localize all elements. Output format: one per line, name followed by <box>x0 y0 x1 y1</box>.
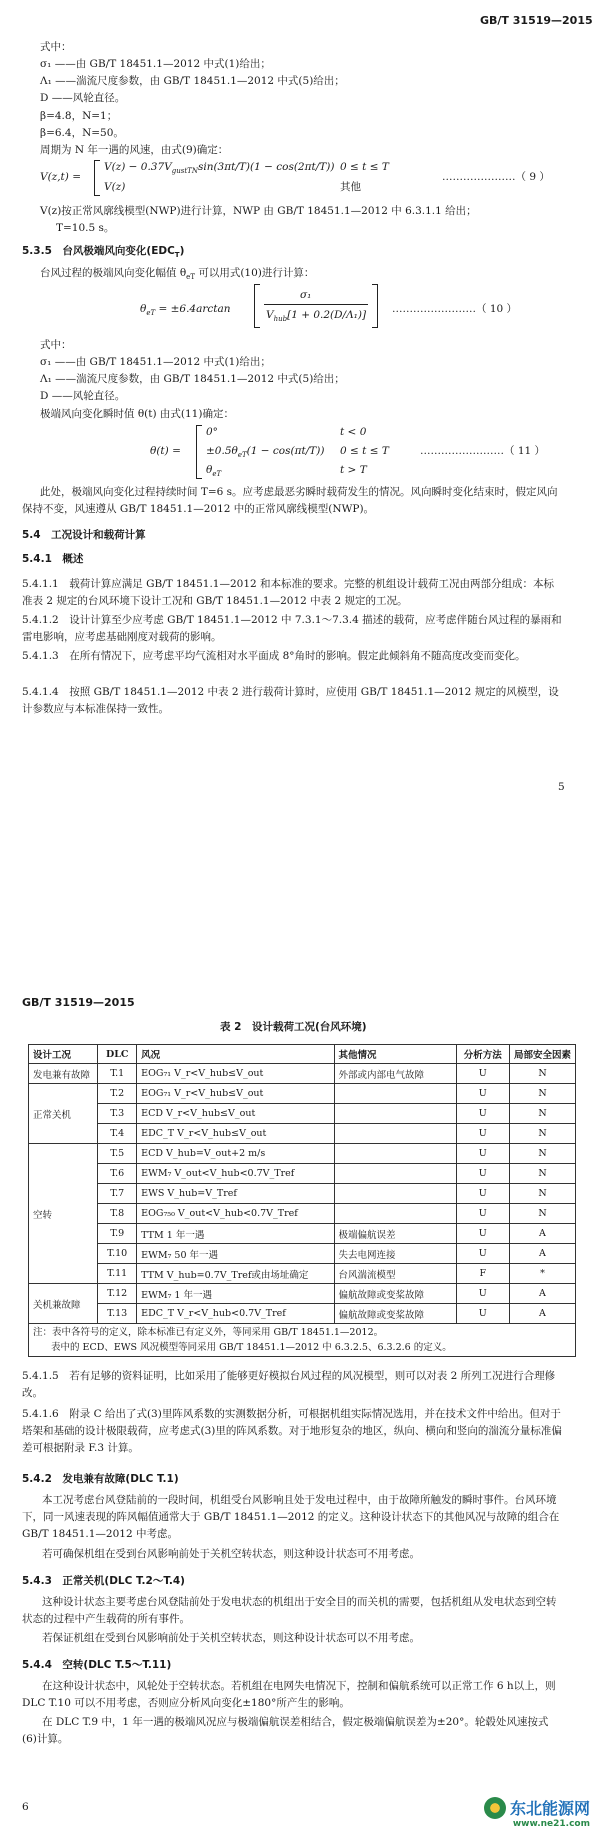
cell-other <box>334 1124 456 1144</box>
cell-psf: N <box>509 1124 575 1144</box>
beta-line: β=4.8，N=1； <box>40 110 118 122</box>
page-number: 6 <box>22 1801 29 1813</box>
period-line: 周期为 N 年一遇的风速，由式(9)确定： <box>40 144 229 156</box>
cell-design-condition: 空转 <box>29 1144 98 1284</box>
paragraph: 本工况考虑台风登陆前的一段时间，机组受台风影响且处于发电过程中，由于故障所触发的瞬时事件。台风环境下，同一风速表现的阵风幅值通常大于 GB/T 18451.1—2012 的定义。这种设计状态下的其他风况与故障的组合在 GB/T 18451.1—2012 中考虑。 <box>22 1494 560 1540</box>
eq11-row: 0° <box>206 426 218 438</box>
section-5-4-4-title: 5.4.4 空转(DLC T.5～T.11) <box>22 1659 172 1671</box>
eq10-bracket-left <box>254 284 260 328</box>
cell-other <box>334 1164 456 1184</box>
eq10-number: ……………………（ 10 ） <box>392 303 518 315</box>
standard-header: GB/T 31519—2015 <box>22 996 135 1009</box>
definition-line: D ——风轮直径。 <box>40 390 126 402</box>
eq11-condition: t > T <box>340 464 367 476</box>
table-note-row <box>29 1324 576 1357</box>
paragraph: 这种设计状态主要考虑台风登陆前处于发电状态的机组出于安全目的而关机的需要，包括机组从发电状态到空转状态的过程中产生载荷的所有事件。 <box>22 1596 557 1625</box>
cell-dlc: T.2 <box>98 1084 137 1104</box>
where-label: 式中： <box>40 41 72 53</box>
cell-dlc: T.6 <box>98 1164 137 1184</box>
paragraph: 在这种设计状态中，风轮处于空转状态。若机组在电网失电情况下，控制和偏航系统可以正常工作 6 h以上，则 DLC T.10 可以不用考虑，否则应分析风向变化±180°所产生的影响。 <box>22 1680 556 1709</box>
table-row <box>29 1224 576 1244</box>
page-5 <box>0 0 600 820</box>
eq9-row2: V(z) <box>104 181 126 193</box>
cell-wind: ECD V_hub=V_out+2 m/s <box>137 1144 334 1164</box>
table-row <box>29 1084 576 1104</box>
cell-other: 偏航故障或变桨故障 <box>334 1304 456 1324</box>
cell-wind: EDC_T V_r<V_hub<0.7V_Tref <box>137 1304 334 1324</box>
cell-psf: N <box>509 1184 575 1204</box>
cell-dlc: T.8 <box>98 1204 137 1224</box>
cell-psf: N <box>509 1144 575 1164</box>
paragraph: 若保证机组在受到台风影响前处于关机空转状态，则这种设计状态可以不用考虑。 <box>42 1632 420 1644</box>
eq10-numerator: σ₁ <box>300 289 312 301</box>
cell-wind: ECD V_r<V_hub≤V_out <box>137 1104 334 1124</box>
cell-other <box>334 1084 456 1104</box>
cell-wind: EOG₇₁ V_r<V_hub≤V_out <box>137 1064 334 1084</box>
table-row <box>29 1104 576 1124</box>
table-header: 其他情况 <box>334 1045 456 1064</box>
watermark <box>484 1796 590 1829</box>
section-5-4-1-title: 5.4.1 概述 <box>22 553 84 565</box>
table-row <box>29 1264 576 1284</box>
table-row <box>29 1244 576 1264</box>
table-row <box>29 1204 576 1224</box>
eq9-number: …………………（ 9 ） <box>442 171 550 183</box>
cell-other: 极端偏航误差 <box>334 1224 456 1244</box>
cell-psf: N <box>509 1164 575 1184</box>
cell-method: U <box>456 1084 509 1104</box>
clause-5-4-1-2: 5.4.1.2 设计计算至少应考虑 GB/T 18451.1—2012 中 7.3.1～7.3.4 描述的载荷，应考虑伴随台风过程的暴雨和雷电影响，应考虑基础刚度对载荷的影响。 <box>22 614 562 643</box>
eq10-lhs: $\theta_{eT} = \pm 6.4\arctan$ <box>140 303 231 318</box>
cell-method: U <box>456 1184 509 1204</box>
cell-psf: * <box>509 1264 575 1284</box>
eq11-brace <box>196 425 202 479</box>
cell-other <box>334 1204 456 1224</box>
section-5-3-5-intro: 台风过程的极端风向变化幅值 $\theta_{eT}$ 可以用式(10)进行计算： <box>40 267 315 282</box>
cell-method: U <box>456 1224 509 1244</box>
section-5-4-2-title: 5.4.2 发电兼有故障(DLC T.1) <box>22 1473 179 1485</box>
cell-other <box>334 1104 456 1124</box>
cell-other: 失去电网连接 <box>334 1244 456 1264</box>
eq9-row1: $V(z) - 0.37V_{gustTN}\sin(3\pi t/T)(1 - \cos(2\pi t/T))$ <box>104 161 335 176</box>
cell-wind: TTM V_hub=0.7V_Tref或由场址确定 <box>137 1264 334 1284</box>
t-line: T=10.5 s。 <box>56 222 115 234</box>
section-5-4-3-title: 5.4.3 正常关机(DLC T.2～T.4) <box>22 1575 185 1587</box>
eq11-row: $\theta_{eT}$ <box>206 464 222 479</box>
table-header: 局部安全因素 <box>509 1045 575 1064</box>
table-note-line: 注：表中各符号的定义，除本标准已有定义外，等同采用 GB/T 18451.1—2012。 <box>33 1327 384 1338</box>
page-6 <box>0 960 600 1837</box>
eq9-row2-condition: 其他 <box>340 181 361 193</box>
definition-line: Λ₁ ——湍流尺度参数，由 GB/T 18451.1—2012 中式(5)给出； <box>40 75 345 87</box>
clause-5-4-1-5: 5.4.1.5 若有足够的资料证明，比如采用了能够更好模拟台风过程的风况模型，则可以对表 2 所列工况进行合理修改。 <box>22 1370 556 1399</box>
cell-method: U <box>456 1064 509 1084</box>
table-row <box>29 1164 576 1184</box>
page-number: 5 <box>558 781 565 793</box>
table-title: 表 2 设计载荷工况(台风环境) <box>220 1021 367 1033</box>
definition-line: Λ₁ ——湍流尺度参数，由 GB/T 18451.1—2012 中式(5)给出； <box>40 373 345 385</box>
watermark-title: 东北能源网 <box>509 1799 590 1818</box>
cell-method: F <box>456 1264 509 1284</box>
cell-other: 偏航故障或变桨故障 <box>334 1284 456 1304</box>
watermark-logo-icon <box>484 1797 506 1819</box>
cell-psf: N <box>509 1104 575 1124</box>
table-row <box>29 1304 576 1324</box>
cell-psf: N <box>509 1064 575 1084</box>
cell-psf: A <box>509 1304 575 1324</box>
cell-dlc: T.7 <box>98 1184 137 1204</box>
cell-design-condition: 关机兼故障 <box>29 1284 98 1324</box>
cell-dlc: T.11 <box>98 1264 137 1284</box>
table-note <box>29 1324 576 1357</box>
eq10-fraction-line <box>264 304 368 305</box>
cell-psf: A <box>509 1244 575 1264</box>
eq11-condition: 0 ≤ t ≤ T <box>340 445 389 457</box>
cell-wind: EWM₇ V_out<V_hub<0.7V_Tref <box>137 1164 334 1184</box>
cell-other: 台风湍流模型 <box>334 1264 456 1284</box>
cell-method: U <box>456 1164 509 1184</box>
table-row <box>29 1184 576 1204</box>
cell-dlc: T.5 <box>98 1144 137 1164</box>
beta-line: β=6.4，N=50。 <box>40 127 124 139</box>
eq9-row1-condition: 0 ≤ t ≤ T <box>340 161 389 173</box>
cell-psf: A <box>509 1284 575 1304</box>
paragraph: 在 DLC T.9 中，1 年一遇的极端风况应与极端偏航误差相结合，假定极端偏航误差为±20°。轮毂处风速按式(6)计算。 <box>22 1716 549 1745</box>
eq10-bracket-right <box>372 284 378 328</box>
cell-method: U <box>456 1124 509 1144</box>
table-row <box>29 1144 576 1164</box>
cell-dlc: T.3 <box>98 1104 137 1124</box>
cell-psf: N <box>509 1204 575 1224</box>
table-header: 设计工况 <box>29 1045 98 1064</box>
cell-method: U <box>456 1304 509 1324</box>
clause-5-4-1-3: 5.4.1.3 在所有情况下，应考虑平均气流相对水平面成 8°角时的影响。假定此倾斜角不随高度改变而变化。 <box>22 650 526 662</box>
table-row <box>29 1064 576 1084</box>
cell-psf: N <box>509 1084 575 1104</box>
paragraph: 此处，极端风向变化过程持续时间 T=6 s。应考虑最恶劣瞬时载荷发生的情况。风向瞬时变化结束时，假定风向保持不变，风速遵从 GB/T 18451.1—2012 中的正常风廓线模型(NWP)。 <box>22 486 558 515</box>
table-header: 分析方法 <box>456 1045 509 1064</box>
table-row <box>29 1284 576 1304</box>
clause-5-4-1-4: 5.4.1.4 按照 GB/T 18451.1—2012 中表 2 进行载荷计算时，应使用 GB/T 18451.1—2012 规定的风模型，设计参数应与本标准保持一致性。 <box>22 686 559 715</box>
eq11-row: $\pm 0.5\theta_{eT}(1 - \cos(\pi t/T))$ <box>206 445 325 460</box>
cell-dlc: T.13 <box>98 1304 137 1324</box>
cell-method: U <box>456 1284 509 1304</box>
clause-5-4-1-1: 5.4.1.1 载荷计算应满足 GB/T 18451.1—2012 和本标准的要求。完整的机组设计载荷工况由两部分组成：本标准表 2 规定的台风环境下设计工况和 GB/T 18451.1—2012 中表 2 规定的工况。 <box>22 578 555 607</box>
cell-design-condition: 正常关机 <box>29 1084 98 1144</box>
cell-psf: A <box>509 1224 575 1244</box>
definition-line: D ——风轮直径。 <box>40 92 126 104</box>
cell-wind: EDC_T V_r<V_hub≤V_out <box>137 1124 334 1144</box>
definition-line: σ₁ ——由 GB/T 18451.1—2012 中式(1)给出； <box>40 58 271 70</box>
table-header: DLC <box>98 1045 137 1064</box>
cell-dlc: T.4 <box>98 1124 137 1144</box>
table-note-line: 表中的 ECD、EWS 风况模型等同采用 GB/T 18451.1—2012 中 6.3.2.5、6.3.2.6 的定义。 <box>51 1342 452 1353</box>
cell-method: U <box>456 1244 509 1264</box>
cell-wind: TTM 1 年一遇 <box>137 1224 334 1244</box>
eq11-intro: 极端风向变化瞬时值 θ(t) 由式(11)确定： <box>40 408 234 420</box>
cell-other <box>334 1184 456 1204</box>
cell-dlc: T.12 <box>98 1284 137 1304</box>
table-row <box>29 1124 576 1144</box>
watermark-url: www.ne21.com <box>512 1819 590 1829</box>
eq11-condition: t < 0 <box>340 426 367 438</box>
cell-wind: EWM₇ 50 年一遇 <box>137 1244 334 1264</box>
section-5-4-title: 5.4 工况设计和载荷计算 <box>22 529 146 541</box>
cell-wind: EOG₇₅₀ V_out<V_hub<0.7V_Tref <box>137 1204 334 1224</box>
where-label: 式中： <box>40 339 72 351</box>
table-header: 风况 <box>137 1045 334 1064</box>
table-header-row <box>29 1045 576 1064</box>
nwp-line: V(z)按正常风廓线模型(NWP)进行计算，NWP 由 GB/T 18451.1—2012 中 6.3.1.1 给出； <box>40 205 477 217</box>
cell-dlc: T.9 <box>98 1224 137 1244</box>
clause-5-4-1-6: 5.4.1.6 附录 C 给出了式(3)里阵风系数的实测数据分析，可根据机组实际情况选用，并在技术文件中给出。但对于塔架和基础的设计极限载荷，应考虑式(3)里的阵风系数。对于地形复杂的地区，纵向、横向和竖向的湍流分量标准偏差可根据附录 F.3 计算。 <box>22 1408 562 1454</box>
eq9-brace <box>94 160 100 196</box>
section-5-3-5-title: 5.3.5 台风极端风向变化$(EDC_T)$ <box>22 245 185 260</box>
cell-method: U <box>456 1144 509 1164</box>
cell-wind: EOG₇₁ V_r<V_hub≤V_out <box>137 1084 334 1104</box>
paragraph: 若可确保机组在受到台风影响前处于关机空转状态，则这种设计状态可不用考虑。 <box>42 1548 420 1560</box>
cell-method: U <box>456 1204 509 1224</box>
eq10-denominator: $V_{hub}[1 + 0.2(D/\Lambda_1)]$ <box>266 309 367 324</box>
definition-line: σ₁ ——由 GB/T 18451.1—2012 中式(1)给出； <box>40 356 271 368</box>
design-load-table <box>28 1044 576 1357</box>
cell-wind: EWM₇ 1 年一遇 <box>137 1284 334 1304</box>
cell-dlc: T.1 <box>98 1064 137 1084</box>
eq11-lhs: θ(t) = <box>150 445 181 457</box>
cell-design-condition: 发电兼有故障 <box>29 1064 98 1084</box>
cell-wind: EWS V_hub=V_Tref <box>137 1184 334 1204</box>
eq11-number: ……………………（ 11 ） <box>420 445 546 457</box>
cell-other: 外部或内部电气故障 <box>334 1064 456 1084</box>
cell-other <box>334 1144 456 1164</box>
standard-header: GB/T 31519—2015 <box>480 14 593 27</box>
eq9-lhs: V(z,t) = <box>40 171 82 183</box>
cell-method: U <box>456 1104 509 1124</box>
cell-dlc: T.10 <box>98 1244 137 1264</box>
